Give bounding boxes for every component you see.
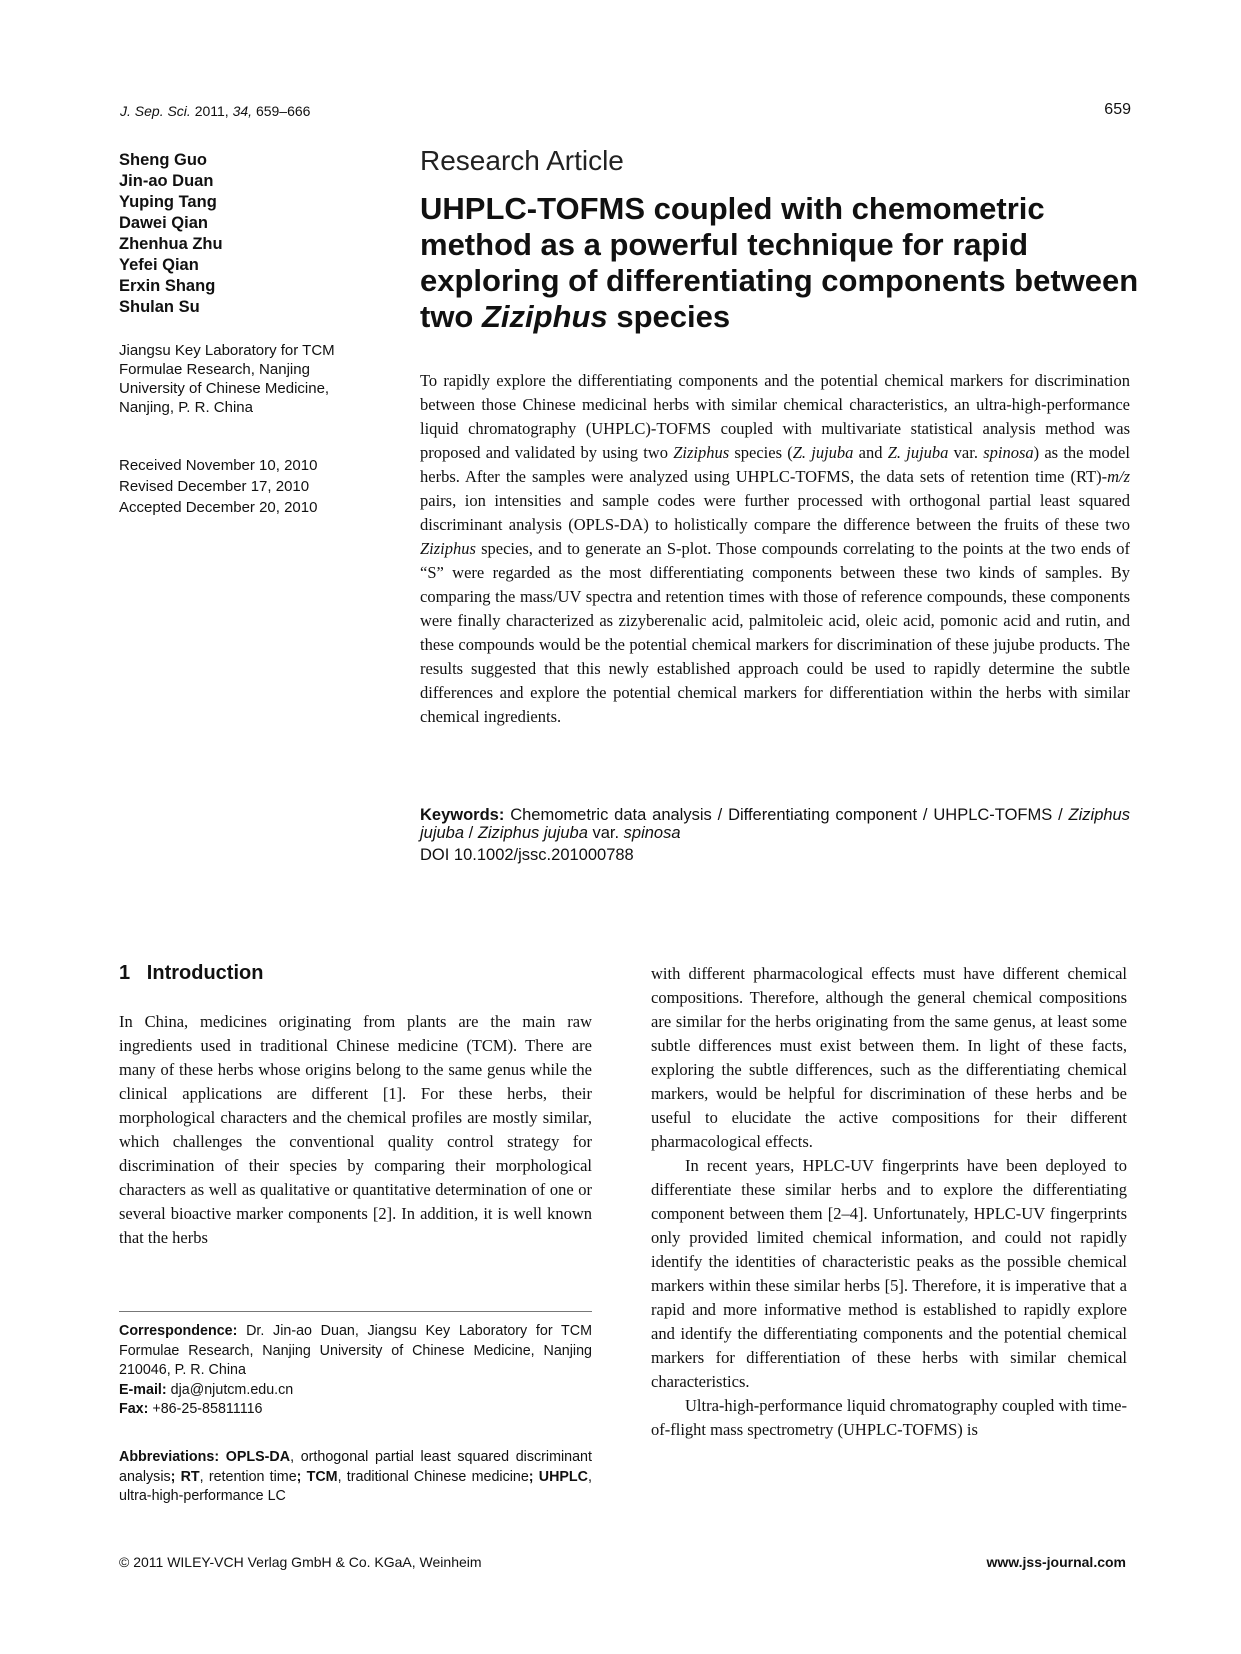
abstract: [420, 369, 1130, 729]
title-end: species: [616, 299, 731, 334]
abstract-italic: spinosa: [983, 443, 1034, 462]
keyword-italic: spinosa: [623, 824, 681, 842]
email-line: [119, 1381, 592, 1401]
abstract-text: species, and to generate an S-plot. Those compounds correlating to the points at the two ends of “S” were regarded as the most differentiating components between these two kinds of samples. By comparing the mass/UV spectra and retention times with those of reference compounds, these components were finally characterized as zizyberenalic acid, palmitoleic acid, oleic acid, pomonic acid and rutin, and these compounds would be the potential chemical markers for discrimination of these jujube products. The results suggested that this newly established approach could be used to rapidly determine the subtle differences and explore the potential chemical markers for differentiation within the herbs with similar chemical ingredients.: [420, 539, 1130, 726]
article-type: Research Article: [420, 145, 624, 176]
journal-reference: [120, 103, 310, 119]
keyword-italic: Ziziphus jujuba: [477, 824, 588, 842]
keywords-label: Keywords:: [420, 806, 505, 824]
abstract-text: pairs, ion intensities and sample codes were further processed with orthogonal partial least squared discriminant analysis (OPLS-DA) to holistically compare the difference between the fruits of these two: [420, 491, 1130, 534]
article-title: [420, 191, 1140, 335]
correspondence-block: [119, 1322, 592, 1381]
title-genus: Ziziphus: [482, 299, 608, 334]
author-name: Yefei Qian: [119, 256, 199, 274]
abstract-text: var.: [948, 443, 984, 462]
correspondence-footnote: [119, 1322, 592, 1420]
intro-continued: [651, 962, 1127, 1442]
keyword-text: var.: [587, 824, 624, 842]
abbreviation-definition: , ultra-high-performance LC: [119, 1468, 592, 1504]
affiliation-line: Nanjing, P. R. China: [119, 399, 253, 416]
article-dates: [119, 455, 317, 518]
affiliation-line: Formulae Research, Nanjing: [119, 361, 310, 378]
abstract-italic: m/z: [1107, 467, 1130, 486]
abbreviations-footnote: Abbreviations: OPLS-DA, orthogonal partial least squared discriminant analysis; RT, retention time; TCM, traditional Chinese medicine; UHPLC, ultra-high-performance LC: [119, 1449, 592, 1504]
affiliation-line: University of Chinese Medicine,: [119, 380, 330, 397]
journal-volume: 34,: [232, 103, 253, 119]
abbreviation-term: TCM: [306, 1468, 338, 1485]
abbreviations-label: Abbreviations:: [119, 1449, 220, 1465]
abstract-italic: Ziziphus: [420, 539, 476, 558]
journal-website-link[interactable]: www.jss-journal.com: [986, 1554, 1126, 1570]
intro-paragraph: with different pharmacological effects must have different chemical compositions. Therefore, although the general chemical compositions are similar for the herbs originating from the same genus, at least some subtle differences must exist between them. In light of these facts, exploring the subtle differences, such as the differentiating chemical markers, would be helpful for discrimination of these herbs and be useful to elucidate the active compositions for their different pharmacological effects.: [651, 964, 1127, 1151]
fax-line: [119, 1400, 592, 1420]
author-name: Shulan Su: [119, 298, 200, 316]
journal-year: 2011,: [194, 103, 229, 119]
abstract-italic: Z. jujuba: [792, 443, 854, 462]
author-name: Dawei Qian: [119, 214, 208, 232]
page-number: 659: [1104, 101, 1131, 118]
email-address: dja@njutcm.edu.cn: [166, 1381, 294, 1398]
intro-paragraph: Ultra-high-performance liquid chromatography coupled with time-of-flight mass spectrometry (UHPLC-TOFMS) is: [651, 1396, 1127, 1439]
title-main: UHPLC-TOFMS coupled with chemometric method as a powerful technique for rapid exploring of differentiating components between two: [420, 191, 1139, 334]
keyword-text: Chemometric data analysis / Differentiating component / UHPLC-TOFMS /: [504, 806, 1069, 824]
doi: DOI 10.1002/jssc.201000788: [420, 846, 634, 864]
abbreviation-term: UHPLC: [538, 1468, 588, 1485]
abbreviation-definition: , orthogonal partial least squared discriminant analysis: [119, 1449, 592, 1485]
intro-paragraph: In China, medicines originating from plants are the main raw ingredients used in traditional Chinese medicine (TCM). There are many of these herbs whose origins belong to the same genus while the clinical applications are different [1]. For these herbs, their morphological characters and the chemical profiles are mostly similar, which challenges the conventional quality control strategy for discrimination of their species by comparing their morphological characters as well as qualitative or quantitative determination of one or several bioactive marker components [2]. In addition, it is well known that the herbs: [119, 1012, 592, 1247]
abbreviation-term: RT: [180, 1468, 200, 1485]
abstract-text: To rapidly explore the differentiating components and the potential chemical markers for discrimination between those Chinese medicinal herbs with similar chemical characteristics, an ultra-high-performance liquid chromatography (UHPLC)-TOFMS coupled with multivariate statistical analysis method was proposed and validated by using two: [420, 371, 1130, 462]
affiliation-line: Jiangsu Key Laboratory for TCM: [119, 342, 335, 359]
author-name: Yuping Tang: [119, 193, 217, 211]
abstract-text: species (: [729, 443, 793, 462]
abstract-text: ) as the model herbs. After the samples were analyzed using UHPLC-TOFMS, the data sets of retention time (RT)-: [420, 443, 1130, 486]
correspondence-text: Dr. Jin-ao Duan, Jiangsu Key Laboratory for TCM Formulae Research, Nanjing University of Chinese Medicine, Nanjing 210046, P. R. China: [119, 1323, 592, 1378]
abbreviation-definition: , traditional Chinese medicine: [337, 1468, 529, 1485]
email-label: E-mail:: [119, 1381, 167, 1398]
revised-date: Revised December 17, 2010: [119, 478, 310, 495]
keywords: [420, 806, 1130, 842]
fax-number: +86-25-85811116: [148, 1401, 263, 1417]
author-name: Zhenhua Zhu: [119, 235, 223, 253]
abbreviation-term: OPLS-DA: [225, 1449, 291, 1465]
journal-pages: 659–666: [255, 103, 311, 119]
author-name: Sheng Guo: [119, 151, 207, 169]
keyword-italic: Ziziphus jujuba: [420, 806, 1130, 842]
abbreviation-definition: , retention time: [199, 1468, 297, 1485]
footnote-divider: [119, 1311, 592, 1312]
abstract-italic: Ziziphus: [673, 443, 730, 462]
correspondence-label: Correspondence:: [119, 1323, 238, 1339]
section-number: 1: [119, 962, 131, 984]
author-list: [119, 150, 223, 318]
affiliation: [119, 341, 335, 417]
fax-label: Fax:: [119, 1401, 149, 1417]
author-name: Erxin Shang: [119, 277, 216, 295]
section-heading: [119, 962, 263, 985]
keyword-text: /: [464, 824, 478, 842]
received-date: Received November 10, 2010: [119, 457, 318, 474]
intro-paragraph: In recent years, HPLC-UV fingerprints have been deployed to differentiate these similar herbs and to explore the differentiating component between them [2–4]. Unfortunately, HPLC-UV fingerprints only provided limited chemical information, and could not rapidly identify the identities of characteristic peaks as the possible chemical markers within these similar herbs [5]. Therefore, it is imperative that a rapid and more informative method is established to rapidly explore and identify the differentiating components and the potential chemical markers for differentiation of these herbs with similar chemical characteristics.: [651, 1156, 1127, 1391]
accepted-date: Accepted December 20, 2010: [119, 499, 318, 516]
author-name: Jin-ao Duan: [119, 172, 214, 190]
copyright-notice: © 2011 WILEY-VCH Verlag GmbH & Co. KGaA, Weinheim: [119, 1554, 482, 1570]
journal-name: J. Sep. Sci.: [120, 103, 191, 119]
abstract-text: and: [853, 443, 888, 462]
abstract-italic: Z. jujuba: [887, 443, 949, 462]
section-title: Introduction: [146, 962, 264, 984]
